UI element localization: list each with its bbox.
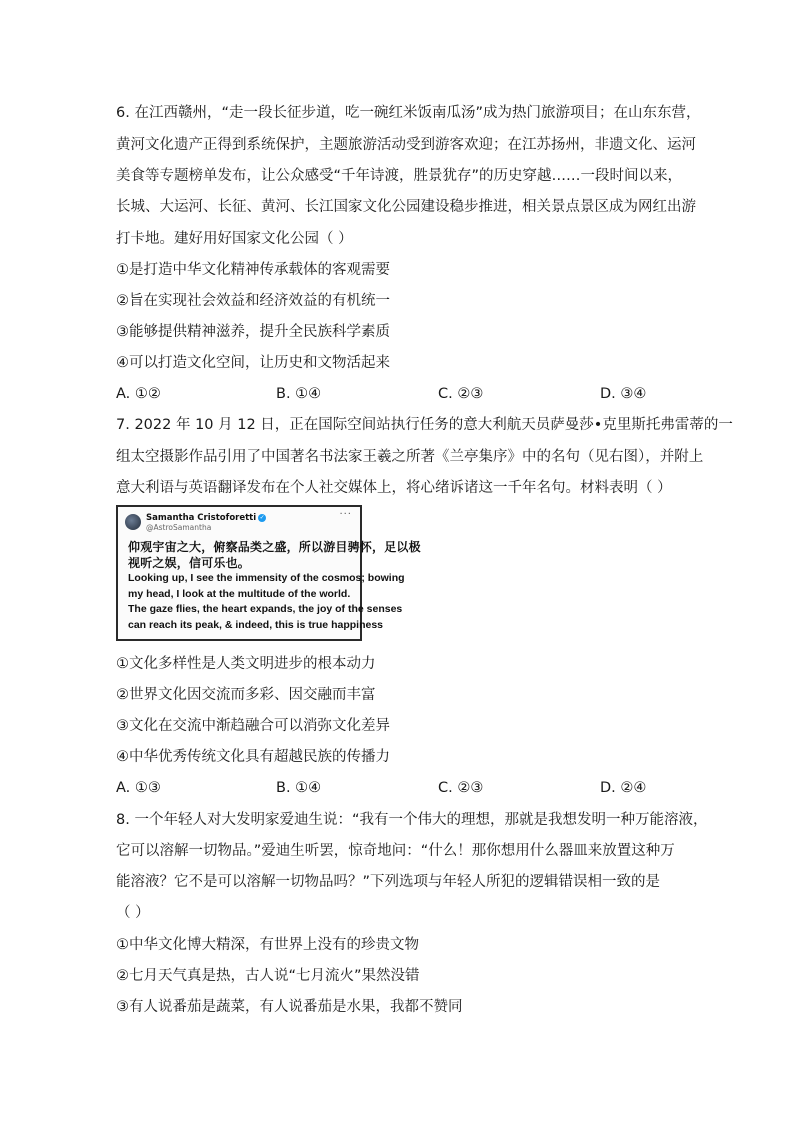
more-options-icon: ··· bbox=[339, 509, 352, 520]
q7-statement-3: ③文化在交流中渐趋融合可以消弥文化差异 bbox=[116, 718, 390, 734]
q8-stem-line: 能溶液？它不是可以溶解一切物品吗？”下列选项与年轻人所犯的逻辑错误相一致的是 bbox=[116, 874, 661, 890]
q7-stem-line: 组太空摄影作品引用了中国著名书法家王羲之所著《兰亭集序》中的名句（见右图），并附上 bbox=[116, 449, 704, 465]
q6-stem-line: 6. 在江西赣州，“走一段长征步道，吃一碗红米饭南瓜汤”成为热门旅游项目；在山东东营， bbox=[116, 105, 701, 121]
q7-option-b[interactable]: B. ①④ bbox=[276, 780, 322, 796]
q7-stem-line: 意大利语与英语翻译发布在个人社交媒体上，将心绪诉诸这一千年名句。材料表明（ ） bbox=[116, 480, 672, 496]
q8-statement-3: ③有人说番茄是蔬菜，有人说番茄是水果，我都不赞同 bbox=[116, 999, 463, 1015]
q8-stem-line: 它可以溶解一切物品。”爱迪生听罢，惊奇地问：“什么！那你想用什么器皿来放置这种万 bbox=[116, 843, 675, 859]
tweet-text bbox=[128, 540, 421, 633]
tweet-author-name-text: Samantha Cristoforetti bbox=[146, 513, 257, 523]
q8-stem-line: （ ） bbox=[116, 905, 150, 921]
tweet-author-handle: @AstroSamantha bbox=[146, 523, 212, 532]
q8-stem-line: 8. 一个年轻人对大发明家爱迪生说：“我有一个伟大的理想，那就是我想发明一种万能溶液， bbox=[116, 812, 708, 828]
q6-option-a[interactable]: A. ①② bbox=[116, 386, 161, 402]
q6-statement-2: ②旨在实现社会效益和经济效益的有机统一 bbox=[116, 293, 390, 309]
q6-option-b[interactable]: B. ①④ bbox=[276, 386, 322, 402]
q8-statement-2: ②七月天气真是热，古人说“七月流火”果然没错 bbox=[116, 968, 420, 984]
q7-option-c[interactable]: C. ②③ bbox=[438, 780, 484, 796]
q7-option-a[interactable]: A. ①③ bbox=[116, 780, 161, 796]
tweet-text-line: 仰观宇宙之大，俯察品类之盛，所以游目骋怀，足以极 bbox=[128, 540, 421, 554]
tweet-screenshot bbox=[116, 505, 421, 641]
q6-option-d[interactable]: D. ③④ bbox=[600, 386, 647, 402]
tweet-text-line: Looking up, I see the immensity of the cosmos; bowing bbox=[128, 572, 405, 584]
avatar bbox=[125, 514, 141, 530]
q7-statement-4: ④中华优秀传统文化具有超越民族的传播力 bbox=[116, 749, 390, 765]
verified-badge-icon: ✓ bbox=[259, 513, 265, 521]
q6-option-c[interactable]: C. ②③ bbox=[438, 386, 484, 402]
tweet-text-line: The gaze flies, the heart expands, the joy of the senses bbox=[128, 603, 403, 615]
q7-statement-1: ①文化多样性是人类文明进步的根本动力 bbox=[116, 656, 376, 672]
q6-stem-line: 打卡地。建好用好国家文化公园（ ） bbox=[116, 231, 353, 247]
q7-statement-2: ②世界文化因交流而多彩、因交融而丰富 bbox=[116, 687, 376, 703]
tweet-text-line: 视听之娱，信可乐也。 bbox=[128, 555, 251, 570]
q6-stem-line: 美食等专题榜单发布，让公众感受“千年诗渡，胜景犹存”的历史穿越……一段时间以来， bbox=[116, 168, 683, 184]
q6-statement-1: ①是打造中华文化精神传承载体的客观需要 bbox=[116, 262, 390, 278]
q6-statement-3: ③能够提供精神滋养，提升全民族科学素质 bbox=[116, 324, 390, 340]
q7-option-d[interactable]: D. ②④ bbox=[600, 780, 647, 796]
q6-statement-4: ④可以打造文化空间，让历史和文物活起来 bbox=[116, 355, 390, 371]
q7-stem-line: 7. 2022 年 10 月 12 日，正在国际空间站执行任务的意大利航天员萨曼莎•克里斯托弗雷蒂的一 bbox=[116, 417, 733, 433]
tweet-text-line: my head, I look at the multitude of the world. bbox=[128, 587, 351, 600]
q6-stem-line: 长城、大运河、长征、黄河、长江国家文化公园建设稳步推进，相关景点景区成为网红出游 bbox=[116, 199, 696, 215]
tweet-text-line: can reach its peak, & indeed, this is true happiness bbox=[128, 618, 383, 631]
q6-stem-line: 黄河文化遗产正得到系统保护，主题旅游活动受到游客欢迎；在江苏扬州，非遗文化、运河 bbox=[116, 137, 696, 153]
tweet-author-name bbox=[146, 513, 266, 523]
q8-statement-1: ①中华文化博大精深，有世界上没有的珍贵文物 bbox=[116, 937, 419, 953]
